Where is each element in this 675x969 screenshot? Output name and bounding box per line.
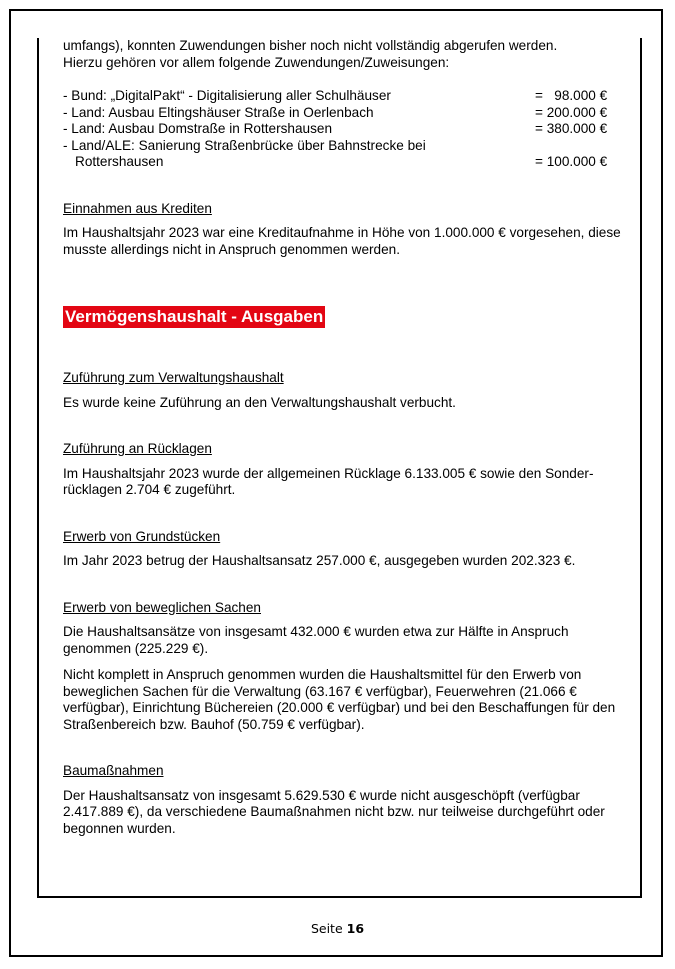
grant-label: - Land/ALE: Sanierung Straßenbrücke über Bahnstrecke bei: [63, 137, 426, 153]
section-title: Vermögenshaushalt - Ausgaben: [65, 307, 324, 326]
grant-list: [63, 88, 623, 171]
grant-row: [63, 154, 623, 171]
transfer-text: Es wurde keine Zuführung an den Verwaltungshaushalt verbucht.: [63, 394, 456, 410]
land-text: Im Jahr 2023 betrug der Haushaltsansatz 257.000 €, ausgegeben wurden 202.323 €.: [63, 553, 576, 568]
credits-heading: Einnahmen aus Krediten: [63, 200, 212, 216]
movables-heading: Erwerb von beweglichen Sachen: [63, 599, 261, 615]
reserves-line-1: Im Haushaltsjahr 2023 wurde der allgemeinen Rücklage 6.133.005 € sowie den Sonder-: [63, 465, 594, 481]
grant-amount: = 200.000 €: [535, 104, 608, 120]
movables-paragraph-1: Die Haushaltsansätze von insgesamt 432.000 € wurden etwa zur Hälfte in Anspruch genommen (225.229 €).: [63, 624, 569, 656]
section-title-wrap: [63, 306, 623, 328]
grant-amount: = 98.000 €: [535, 88, 608, 103]
construction-text: Der Haushaltsansatz von insgesamt 5.629.530 € wurde nicht ausgeschöpft (verfügbar 2.417.889 €), da verschiedene Baumaßnahmen nicht bzw. nur teilweise durchgeführt oder begonnen wurden.: [63, 787, 605, 836]
grant-amount: = 380.000 €: [535, 121, 608, 136]
movables-paragraph-2: Nicht komplett in Anspruch genommen wurden die Haushaltsmittel für den Erwerb von beweglichen Sachen für die Verwaltung (63.167 € verfügbar), Feuerwehren (21.066 € verfügbar), Einrichtung Büchereien (20.000 € verfügbar) und bei den Beschaffungen für den Straßenbereich bzw. Bauhof (50.759 € verfügbar).: [63, 667, 616, 732]
grant-amount: = 100.000 €: [535, 154, 608, 169]
grant-row: [63, 138, 623, 155]
transfer-heading: Zuführung zum Verwaltungshaushalt: [63, 370, 284, 385]
grant-label: - Bund: „DigitalPakt“ - Digitalisierung aller Schulhäuser: [63, 88, 391, 103]
grant-amount: [535, 138, 623, 155]
credits-text: Im Haushaltsjahr 2023 war eine Kreditaufnahme in Höhe von 1.000.000 € vorgesehen, diese musste allerdings nicht in Anspruch genommen werden.: [63, 225, 621, 257]
intro-line-2: Hierzu gehören vor allem folgende Zuwendungen/Zuweisungen:: [63, 54, 450, 70]
land-heading: Erwerb von Grundstücken: [63, 528, 221, 544]
reserves-line-2: rücklagen 2.704 € zugeführt.: [63, 482, 236, 497]
page-number: 16: [346, 921, 365, 936]
reserves-heading: Zuführung an Rücklagen: [63, 441, 212, 456]
page-footer: [0, 921, 675, 936]
construction-heading: Baumaßnahmen: [63, 763, 164, 778]
grant-label: - Land: Ausbau Eltingshäuser Straße in Oerlenbach: [63, 104, 374, 120]
grant-label: Rottershausen: [75, 154, 164, 169]
grant-row: [63, 105, 623, 122]
grant-row: [63, 88, 623, 105]
grant-label: - Land: Ausbau Domstraße in Rottershausen: [63, 121, 333, 136]
grant-row: [63, 121, 623, 138]
page-label: Seite: [310, 921, 343, 936]
intro-line-1: umfangs), konnten Zuwendungen bisher noch nicht vollständig abgerufen werden.: [63, 38, 558, 53]
document-body: [63, 38, 623, 837]
